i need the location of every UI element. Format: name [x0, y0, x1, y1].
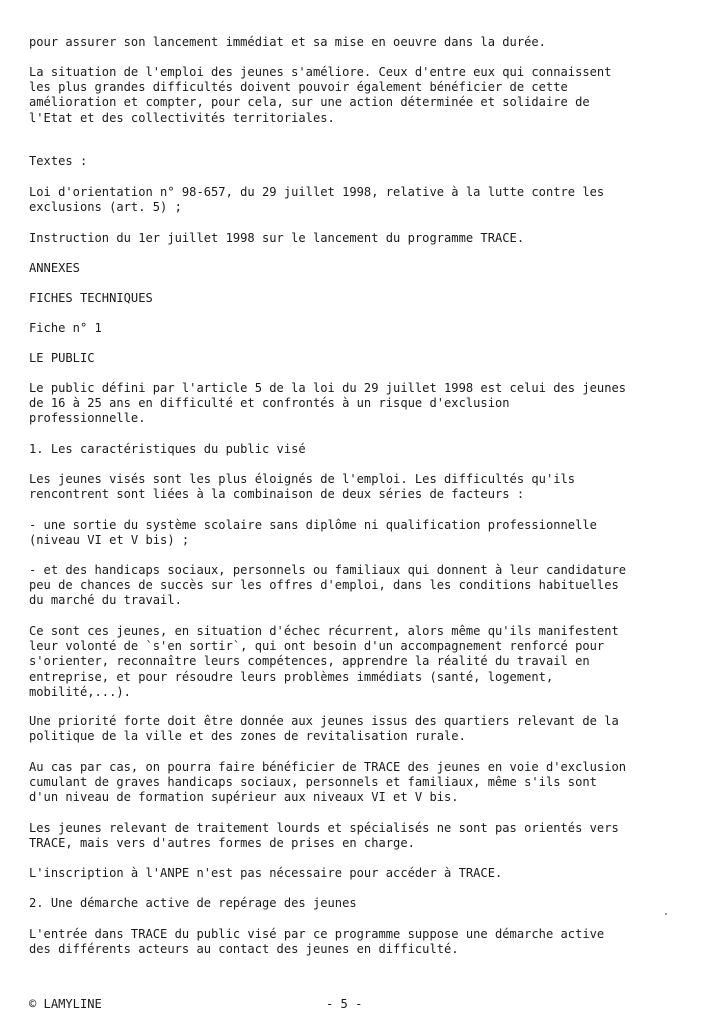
footer-page-number: - 5 -: [326, 997, 363, 1011]
heading-section-2: 2. Une démarche active de repérage des jeunes: [29, 896, 357, 910]
paragraph-intro-end: pour assurer son lancement immédiat et sa mise en oeuvre dans la durée.: [29, 35, 546, 49]
paragraph-priorite: Une priorité forte doit être donnée aux jeunes issus des quartiers relevant de la politique de la ville et des zones de revitalisation rurale.: [29, 714, 619, 744]
list-item-sortie-scolaire: - une sortie du système scolaire sans diplôme ni qualification professionnelle (niveau VI et V bis) ;: [29, 518, 597, 548]
heading-annexes: ANNEXES: [29, 261, 80, 275]
paragraph-public-definition: Le public défini par l'article 5 de la loi du 29 juillet 1998 est celui des jeunes de 16 à 25 ans en difficulté et confrontés à un risque d'exclusion professionnelle.: [29, 381, 627, 426]
paragraph-employment-situation: La situation de l'emploi des jeunes s'améliore. Ceux d'entre eux qui connaissent les plus grandes difficultés doivent pouvoir également bénéficier de cette amélioration et compter, pour cela, sur une action déterminée et solidaire de l'Etat et des collectivités territoriales.: [29, 65, 612, 125]
heading-fiches-techniques: FICHES TECHNIQUES: [29, 291, 153, 305]
paragraph-echec-recurrent: Ce sont ces jeunes, en situation d'échec récurrent, alors même qu'ils manifestent leur volonté de `s'en sortir`, qui ont besoin d'un accompagnement renforcé pour s'orienter, reconnaître leurs compétences, apprendre la réalité du travail en entreprise, et pour résoudre leurs problèmes immédiats (santé, logement, mobilité,...).: [29, 624, 619, 699]
heading-textes: Textes :: [29, 154, 88, 168]
heading-section-1: 1. Les caractéristiques du public visé: [29, 442, 306, 456]
paragraph-traitement-lourds: Les jeunes relevant de traitement lourds et spécialisés ne sont pas orientés vers TRACE, mais vers d'autres formes de prises en charge.: [29, 821, 619, 851]
paragraph-cas-par-cas: Au cas par cas, on pourra faire bénéficier de TRACE des jeunes en voie d'exclusion cumulant de graves handicaps sociaux, personnels et familiaux, même s'ils sont d'un niveau de formation supérieur aux niveaux VI et V bis.: [29, 760, 627, 805]
paragraph-loi-orientation: Loi d'orientation n° 98-657, du 29 juillet 1998, relative à la lutte contre les exclusions (art. 5) ;: [29, 185, 605, 215]
paragraph-jeunes-vises: Les jeunes visés sont les plus éloignés de l'emploi. Les difficultés qu'ils rencontrent sont liées à la combinaison de deux séries de facteurs :: [29, 472, 576, 502]
heading-fiche-1: Fiche n° 1: [29, 321, 102, 335]
paragraph-entree-trace: L'entrée dans TRACE du public visé par ce programme suppose une démarche active des différents acteurs au contact des jeunes en difficulté.: [29, 927, 605, 957]
list-item-handicaps: - et des handicaps sociaux, personnels ou familiaux qui donnent à leur candidature peu de chances de succès sur les offres d'emploi, dans les conditions habituelles du marché du travail.: [29, 563, 627, 608]
footer-copyright: © LAMYLINE: [29, 997, 102, 1011]
heading-le-public: LE PUBLIC: [29, 351, 95, 365]
paragraph-instruction: Instruction du 1er juillet 1998 sur le lancement du programme TRACE.: [29, 231, 525, 245]
scan-speck: [665, 913, 667, 915]
paragraph-anpe: L'inscription à l'ANPE n'est pas nécessaire pour accéder à TRACE.: [29, 866, 503, 880]
